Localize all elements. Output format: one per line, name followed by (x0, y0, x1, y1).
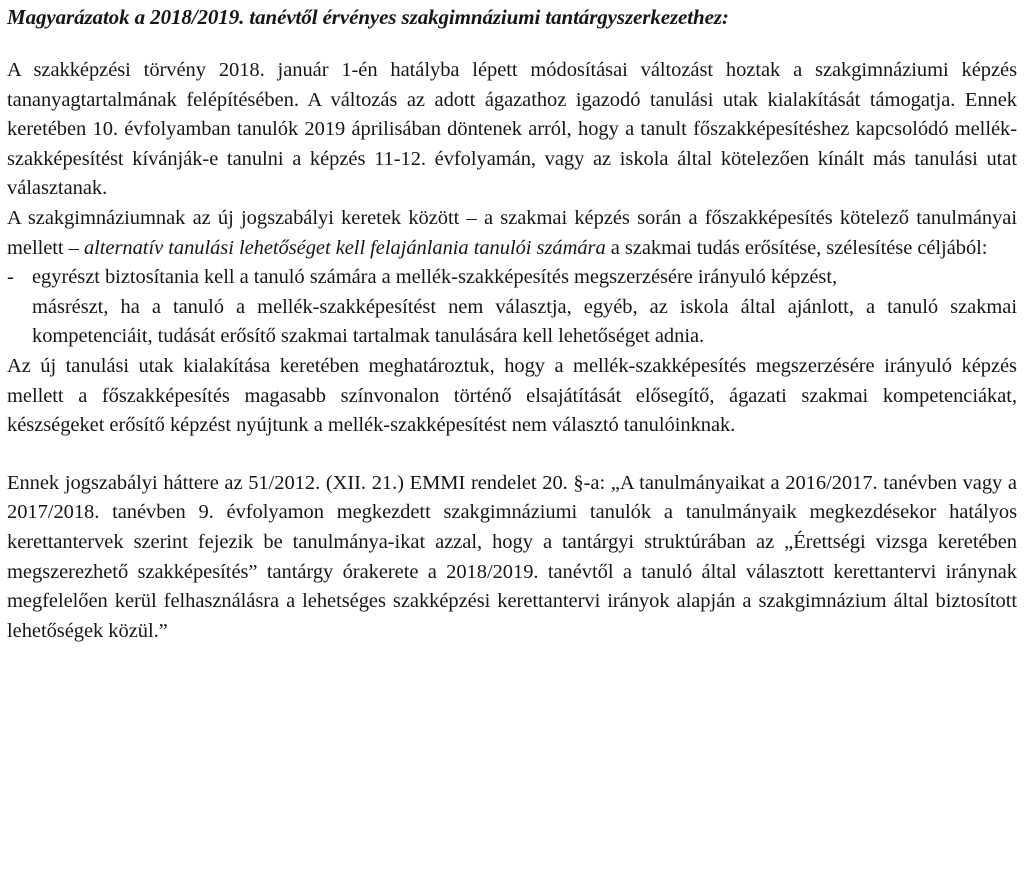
list-item: egyrészt biztosítania kell a tanuló számára a mellék-szakképesítés megszerzésére irányuló képzést, (32, 266, 838, 289)
list-item: másrészt, ha a tanuló a mellék-szakképesítést nem választja, egyéb, az iskola által ajánlott, a tanuló szakmai kompetenciáit, tudását erősítő szakmai tartalmak tanulására kell lehetőséget adnia. (32, 295, 1017, 348)
document-title: Magyarázatok a 2018/2019. tanévtől érvényes szakgimnáziumi tantárgyszerkezethez: (7, 5, 729, 29)
list-dash: - (7, 266, 14, 289)
paragraph-legal-background: Ennek jogszabályi háttere az 51/2012. (XII. 21.) EMMI rendelet 20. §-a: „A tanulmányaikat a 2016/2017. tanévben vagy a 2017/2018. tanévben 9. évfolyamon megkezdett szakgimnáziumi tanulók a tanulmányaik megkezdésekor hatályos kerettantervek szerint fejezik be tanulmánya-ikat azzal, hogy a tantárgyi struktúrában az „Érettségi vizsga keretében megszerezhető szakképesítés” tantárgy órakerete a 2018/2019. tanévtől a tanuló által választott kerettantervi iránynak megfelelően kerül felhasználásra a lehetséges szakképzési kerettantervi irányok alapján a szakgimnázium által biztosított lehetőségek közül.” (7, 471, 1017, 642)
bullet-list (7, 263, 1017, 352)
paragraph-new-paths: Az új tanulási utak kialakítása keretében meghatároztuk, hogy a mellék-szakképesítés megszerzésére irányuló képzés mellett a főszakképesítés magasabb színvonalon történő elsajátítását elősegítő, ágazati szakmai kompetenciákat, készségeket erősítő képzést nyújtunk a mellék-szakképesítést nem választó tanulóinknak. (7, 354, 1017, 437)
document-page (7, 0, 1017, 646)
paragraph-alternative-paths (7, 204, 1017, 263)
paragraph-law-change: A szakképzési törvény 2018. január 1-én hatályba lépett módosításai változást hoztak a szakgimnáziumi képzés tananyagtartalmának felépítésében. A változás az adott ágazathoz igazodó tanulási utak kialakítását támogatja. Ennek keretében 10. évfolyamban tanulók 2019 áprilisában döntenek arról, hogy a tanult főszakképesítéshez kapcsolódó mellék-szakképesítést kívánják-e tanulni a képzés 11-12. évfolyamán, vagy az iskola által kötelezően kínált más tanulási utat választanak. (7, 59, 1017, 200)
paragraph-text: A szakgimnáziumnak az új jogszabályi keretek között – a szakmai képzés során a főszakképesítés kötelező tanulmányai mellett – (7, 206, 1017, 259)
paragraph-text: a szakmai tudás erősítése, szélesítése céljából: (605, 236, 988, 259)
paragraph-spacer (7, 441, 1017, 469)
emphasized-text: alternatív tanulási lehetőséget kell felajánlania tanulói számára (83, 236, 606, 259)
